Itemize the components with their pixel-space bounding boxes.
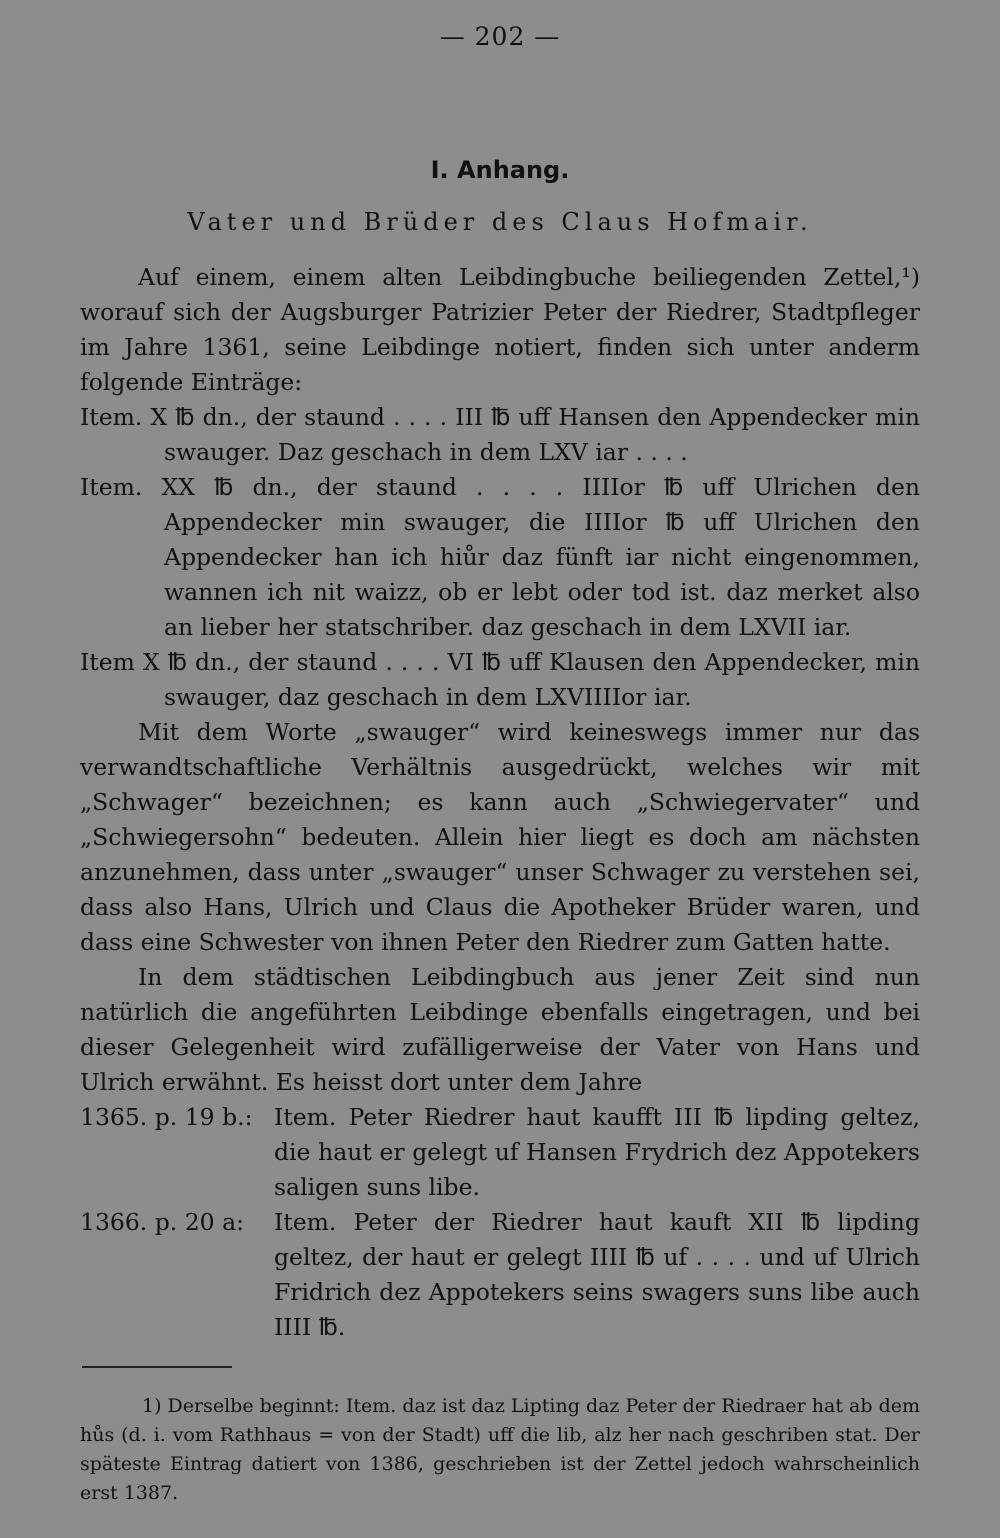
ledger-entries [80,400,920,715]
ledger-entry: Item. XX ℔ dn., der staund . . . . IIIIor ℔ uff Ulrichen den Appendecker min swauger, die IIIIor ℔ uff Ulrichen den Appendecker han ich hiůr daz fünft iar nicht eingenommen, wannen ich nit waizz, ob er lebt oder tod ist. daz merket also an lieber her statschriber. daz geschach in dem LXVII iar. [80,473,920,641]
appendix-heading: I. Anhang. [430,156,570,184]
paragraph-leibdingbuch: In dem städtischen Leibdingbuch aus jener Zeit sind nun natürlich die angeführten Leibdinge ebenfalls eingetragen, und bei dieser Gelegenheit wird zufälligerweise der Vater von Hans und Ulrich erwähnt. Es heisst dort unter dem Jahre [80,963,920,1096]
record-text: Item. Peter der Riedrer haut kauft XII ℔ lipding geltez, der haut er gelegt IIII ℔ uf . . . . und uf Ulrich Fridrich dez Appotekers seins swagers suns libe auch IIII ℔. [274,1208,920,1341]
record-list [80,1100,920,1345]
record-item [80,1100,920,1205]
ledger-entry: Item X ℔ dn., der staund . . . . VI ℔ uff Klausen den Appendecker, min swauger, daz geschach in dem LXVIIIIor iar. [80,648,920,711]
page-number: — 202 — [439,22,561,51]
record-text: Item. Peter Riedrer haut kaufft III ℔ lipding geltez, die haut er gelegt uf Hansen Frydrich dez Appotekers saligen suns libe. [274,1103,920,1201]
intro-paragraph: Auf einem, einem alten Leibdingbuche beiliegenden Zettel,¹) worauf sich der Augsburger Patrizier Peter der Riedrer, Stadtpfleger im Jahre 1361, seine Leibdinge notiert, finden sich unter anderm folgende Einträge: [80,263,920,396]
record-reference: 1366. p. 20 a: [80,1208,245,1236]
record-reference: 1365. p. 19 b.: [80,1103,253,1131]
footnote-divider [82,1366,232,1368]
paragraph-swauger: Mit dem Worte „swauger“ wird keineswegs immer nur das verwandtschaftliche Verhältnis ausgedrückt, welches wir mit „Schwager“ bezeichnen; es kann auch „Schwiegervater“ und „Schwiegersohn“ bedeuten. Allein hier liegt es doch am nächsten anzunehmen, dass unter „swauger“ unser Schwager zu verstehen sei, dass also Hans, Ulrich und Claus die Apotheker Brüder waren, und dass eine Schwester von ihnen Peter den Riedrer zum Gatten hatte. [80,718,920,956]
body-text [80,260,920,1345]
ledger-entry: Item. X ℔ dn., der staund . . . . III ℔ uff Hansen den Appendecker min swauger. Daz geschach in dem LXV iar . . . . [80,403,920,466]
record-item [80,1205,920,1345]
footnote: 1) Derselbe beginnt: Item. daz ist daz Lipting daz Peter der Riedraer hat ab dem hůs (d. i. vom Rathhaus = von der Stadt) uff die lib, alz her nach geschriben stat. Der späteste Eintrag datiert von 1386, geschrieben ist der Zettel jedoch wahrscheinlich erst 1387. [80,1395,920,1504]
section-subheading: Vater und Brüder des Claus Hofmair. [187,208,813,236]
